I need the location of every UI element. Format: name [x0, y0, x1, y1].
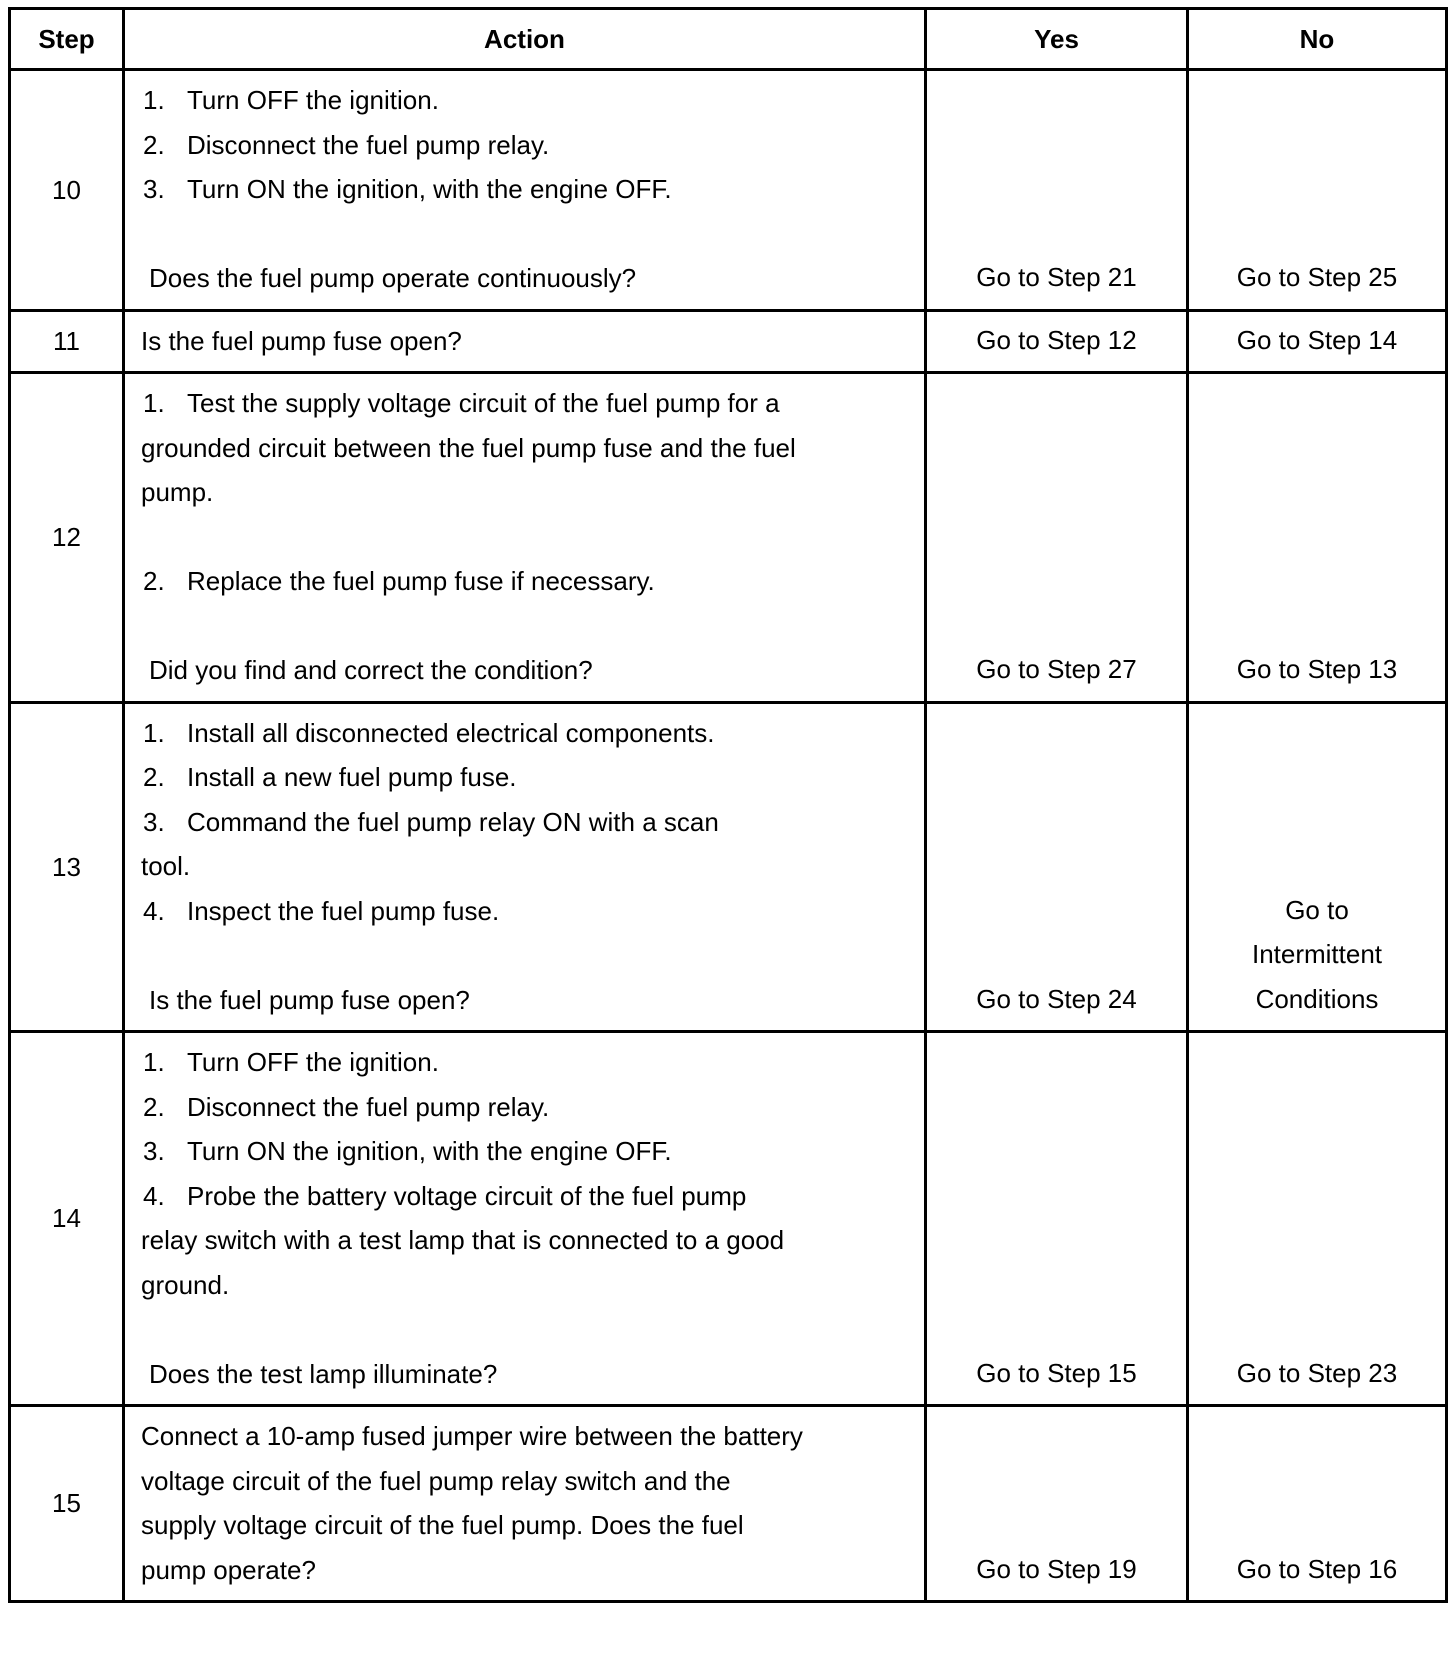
no-result-text: Go to Intermittent Conditions [1251, 894, 1383, 1014]
action-text: supply voltage circuit of the fuel pump. Does the fuel [141, 1510, 744, 1540]
step-list-number: 3. [143, 174, 165, 204]
step-list-number: 1. [143, 85, 165, 115]
action-line [141, 559, 912, 604]
no-result [1188, 310, 1447, 373]
action-text: pump. [141, 477, 214, 507]
action-line [141, 1129, 912, 1174]
action-cell [124, 310, 926, 373]
action-text: voltage circuit of the fuel pump relay switch and the [141, 1465, 731, 1496]
action-line [141, 1548, 912, 1593]
action-cell [124, 1032, 926, 1406]
action-text: relay switch with a test lamp that is connected to a good [141, 1225, 785, 1255]
table-row [10, 702, 1447, 1032]
yes-result-text: Go to Step 15 [976, 1357, 1137, 1388]
action-line [141, 426, 912, 471]
no-result-text: Go to Step 13 [1236, 654, 1398, 684]
header-row [10, 9, 1447, 70]
yes-result-text: Go to Step 24 [976, 983, 1137, 1014]
action-text: Turn OFF the ignition. [187, 1047, 439, 1077]
action-line [141, 755, 912, 800]
action-text: Turn ON the ignition, with the engine OFF. [187, 174, 672, 204]
action-line [141, 1263, 912, 1308]
action-text: Is the fuel pump fuse open? [149, 984, 470, 1015]
action-line [141, 800, 912, 845]
action-cell [124, 702, 926, 1032]
action-text: Turn ON the ignition, with the engine OFF. [187, 1136, 672, 1166]
yes-result [926, 70, 1188, 311]
table-row [10, 310, 1447, 373]
yes-result-text: Go to Step 19 [976, 1553, 1137, 1584]
step-number: 14 [10, 1032, 124, 1406]
action-line [141, 212, 912, 257]
no-result-text: Go to Step 23 [1236, 1357, 1398, 1388]
action-line [141, 1174, 912, 1219]
yes-result [926, 702, 1188, 1032]
action-line [141, 1503, 912, 1548]
no-result [1188, 373, 1447, 703]
action-text: Install all disconnected electrical components. [187, 717, 715, 748]
action-line [141, 78, 912, 123]
action-text: Turn OFF the ignition. [187, 85, 439, 115]
table-body [10, 70, 1447, 1602]
action-text: Did you find and correct the condition? [149, 655, 593, 685]
step-list-number: 2. [143, 566, 165, 596]
action-text: Replace the fuel pump fuse if necessary. [187, 566, 655, 596]
step-number: 12 [10, 373, 124, 703]
action-line [141, 1085, 912, 1130]
action-line [141, 381, 912, 426]
action-text: Probe the battery voltage circuit of the fuel pump [187, 1180, 747, 1211]
table-row [10, 1406, 1447, 1602]
table-row [10, 70, 1447, 311]
action-line [141, 933, 912, 978]
no-result-text: Go to Step 16 [1236, 1553, 1398, 1584]
action-text: tool. [141, 851, 191, 881]
action-line [141, 123, 912, 168]
header-yes: Yes [926, 9, 1188, 70]
action-line [141, 167, 912, 212]
no-result-text: Go to Step 25 [1236, 262, 1398, 292]
no-result-text: Go to Step 14 [1236, 324, 1398, 355]
action-line [141, 470, 912, 515]
action-line [141, 1307, 912, 1352]
yes-result [926, 1032, 1188, 1406]
step-number: 11 [10, 310, 124, 373]
no-result [1188, 1032, 1447, 1406]
action-text: grounded circuit between the fuel pump fuse and the fuel [141, 432, 796, 463]
step-number: 10 [10, 70, 124, 311]
action-cell [124, 373, 926, 703]
action-text: Disconnect the fuel pump relay. [187, 1091, 550, 1122]
header-step: Step [10, 9, 124, 70]
step-number: 13 [10, 702, 124, 1032]
step-list-number: 2. [143, 1091, 165, 1122]
action-line [141, 1459, 912, 1504]
action-text: ground. [141, 1269, 230, 1300]
action-text: Inspect the fuel pump fuse. [187, 895, 500, 926]
action-line [141, 604, 912, 649]
yes-result-text: Go to Step 21 [976, 262, 1137, 292]
table-row [10, 373, 1447, 703]
action-text: Connect a 10-amp fused jumper wire between the battery [141, 1421, 803, 1451]
yes-result-text: Go to Step 12 [976, 324, 1137, 355]
action-question [141, 978, 912, 1023]
step-list-number: 4. [143, 1180, 165, 1211]
yes-result-text: Go to Step 27 [976, 654, 1137, 684]
action-line [141, 319, 912, 364]
action-text: Test the supply voltage circuit of the fuel pump for a [187, 388, 780, 418]
action-line [141, 711, 912, 756]
step-number: 15 [10, 1406, 124, 1602]
step-list-number: 3. [143, 1136, 165, 1166]
action-cell [124, 1406, 926, 1602]
no-result [1188, 70, 1447, 311]
action-line [141, 1414, 912, 1459]
yes-result [926, 373, 1188, 703]
step-list-number: 2. [143, 762, 165, 792]
yes-result [926, 1406, 1188, 1602]
step-list-number: 2. [143, 129, 165, 160]
action-text: pump operate? [141, 1554, 316, 1585]
action-line [141, 1040, 912, 1085]
action-text: Does the test lamp illuminate? [149, 1358, 498, 1389]
step-list-number: 1. [143, 717, 165, 748]
action-text: Is the fuel pump fuse open? [141, 325, 462, 356]
action-line [141, 844, 912, 889]
no-result [1188, 702, 1447, 1032]
header-no: No [1188, 9, 1447, 70]
action-question [141, 648, 912, 693]
no-result [1188, 1406, 1447, 1602]
yes-result [926, 310, 1188, 373]
action-question [141, 256, 912, 301]
action-line [141, 1218, 912, 1263]
action-line [141, 515, 912, 560]
action-text: Disconnect the fuel pump relay. [187, 129, 550, 160]
action-line [141, 889, 912, 934]
step-list-number: 3. [143, 806, 165, 837]
action-text: Install a new fuel pump fuse. [187, 762, 517, 792]
table-row [10, 1032, 1447, 1406]
header-action: Action [124, 9, 926, 70]
action-question [141, 1352, 912, 1397]
step-list-number: 1. [143, 388, 165, 418]
action-cell [124, 70, 926, 311]
diagnostic-table [8, 7, 1448, 1603]
action-text: Command the fuel pump relay ON with a scan [187, 806, 719, 837]
step-list-number: 1. [143, 1047, 165, 1077]
action-text: Does the fuel pump operate continuously? [149, 263, 637, 293]
step-list-number: 4. [143, 895, 165, 926]
